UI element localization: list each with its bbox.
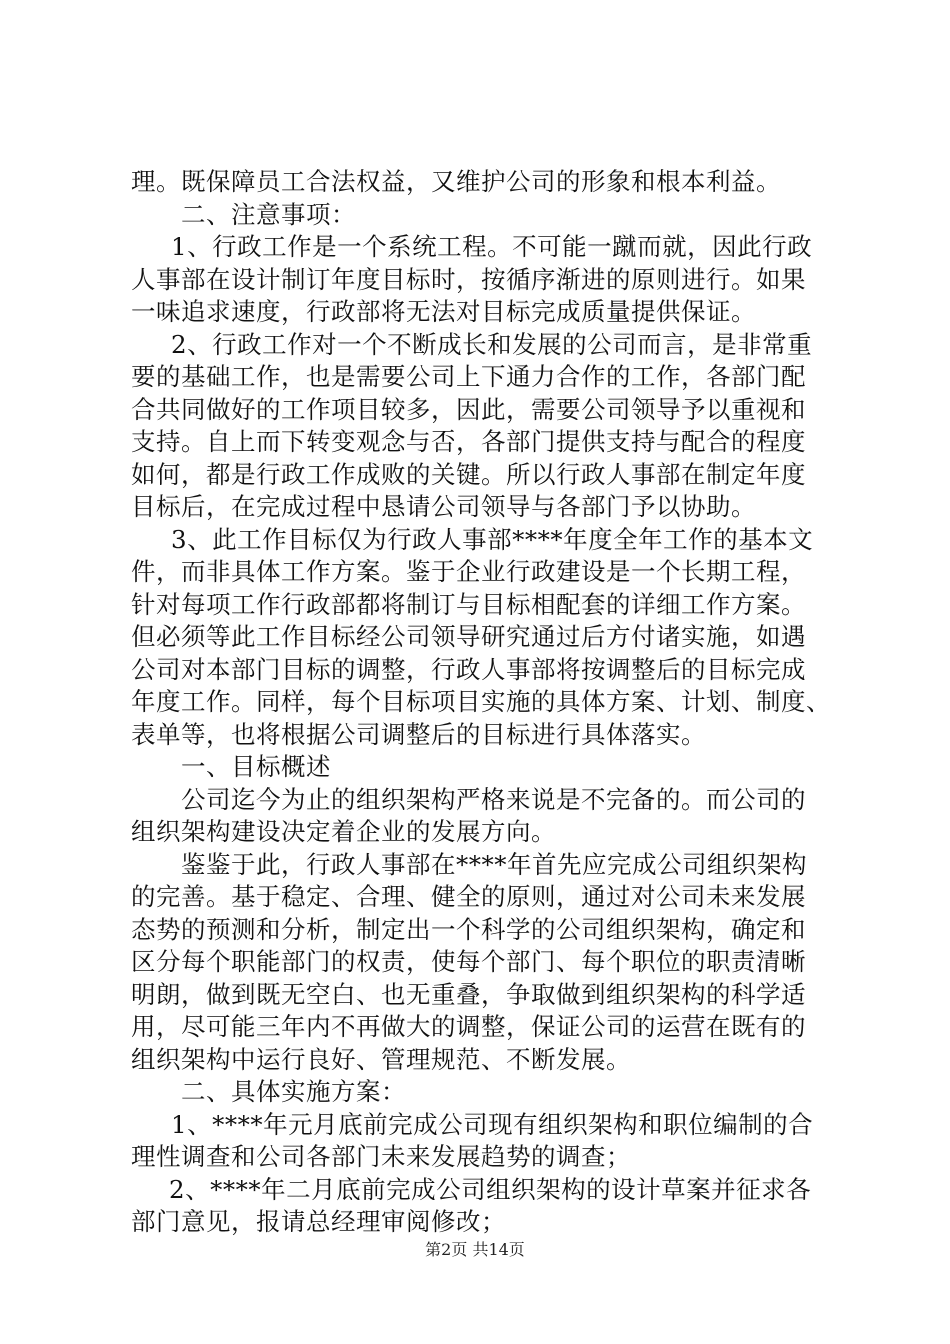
text-line: 但必须等此工作目标经公司领导研究通过后方付诸实施，如遇 bbox=[131, 622, 806, 651]
text-line: 支持。自上而下转变观念与否，各部门提供支持与配合的程度 bbox=[131, 427, 806, 456]
section-heading: 二、注意事项： bbox=[181, 199, 356, 229]
text-line: 明朗，做到既无空白、也无重叠，争取做到组织架构的科学适 bbox=[131, 979, 806, 1009]
text-line: 区分每个职能部门的权责，使每个部门、每个职位的职责清晰 bbox=[131, 947, 806, 976]
text-line: 1、****年元月底前完成公司现有组织架构和职位编制的合 bbox=[171, 1109, 814, 1139]
text-line: 合共同做好的工作项目较多，因此，需要公司领导予以重视和 bbox=[131, 394, 806, 424]
section-heading: 二、具体实施方案： bbox=[181, 1077, 406, 1106]
text-line: 的完善。基于稳定、合理、健全的原则，通过对公司未来发展 bbox=[131, 882, 806, 911]
text-line: 3、此工作目标仅为行政人事部****年度全年工作的基本文 bbox=[171, 524, 814, 554]
text-line: 态势的预测和分析，制定出一个科学的公司组织架构，确定和 bbox=[131, 914, 806, 944]
text-line: 组织架构建设决定着企业的发展方向。 bbox=[131, 817, 556, 846]
text-line: 用，尽可能三年内不再做大的调整，保证公司的运营在既有的 bbox=[131, 1012, 806, 1041]
text-line: 鉴鉴于此，行政人事部在****年首先应完成公司组织架构 bbox=[181, 849, 807, 879]
text-line: 公司迄今为止的组织架构严格来说是不完备的。而公司的 bbox=[181, 784, 806, 814]
text-line: 件，而非具体工作方案。鉴于企业行政建设是一个长期工程， bbox=[131, 557, 806, 586]
document-body bbox=[131, 166, 843, 1239]
text-line: 如何，都是行政工作成败的关键。所以行政人事部在制定年度 bbox=[131, 459, 806, 489]
text-line: 一味追求速度，行政部将无法对目标完成质量提供保证。 bbox=[131, 297, 756, 326]
text-line: 2、****年二月底前完成公司组织架构的设计草案并征求各 bbox=[169, 1174, 812, 1204]
text-line: 表单等，也将根据公司调整后的目标进行具体落实。 bbox=[131, 719, 706, 749]
text-line: 1、行政工作是一个系统工程。不可能一蹴而就，因此行政 bbox=[171, 232, 813, 261]
text-line: 目标后，在完成过程中恳请公司领导与各部门予以协助。 bbox=[131, 492, 756, 521]
section-heading: 一、目标概述 bbox=[181, 752, 331, 781]
text-line: 2、行政工作对一个不断成长和发展的公司而言，是非常重 bbox=[171, 329, 813, 359]
text-line: 公司对本部门目标的调整，行政人事部将按调整后的目标完成 bbox=[131, 654, 806, 684]
text-line: 要的基础工作，也是需要公司上下通力合作的工作，各部门配 bbox=[131, 362, 806, 391]
text-line: 部门意见，报请总经理审阅修改； bbox=[131, 1207, 506, 1236]
page-number-footer: 第2页 共14页 bbox=[425, 1240, 525, 1259]
text-line: 人事部在设计制订年度目标时，按循序渐进的原则进行。如果 bbox=[131, 264, 806, 294]
text-line: 针对每项工作行政部都将制订与目标相配套的详细工作方案。 bbox=[131, 589, 806, 619]
text-line: 理。既保障员工合法权益，又维护公司的形象和根本利益。 bbox=[131, 167, 781, 196]
text-line: 组织架构中运行良好、管理规范、不断发展。 bbox=[131, 1044, 631, 1074]
text-line: 年度工作。同样，每个目标项目实施的具体方案、计划、制度、 bbox=[131, 687, 831, 716]
text-line: 理性调查和公司各部门未来发展趋势的调查； bbox=[131, 1142, 631, 1171]
